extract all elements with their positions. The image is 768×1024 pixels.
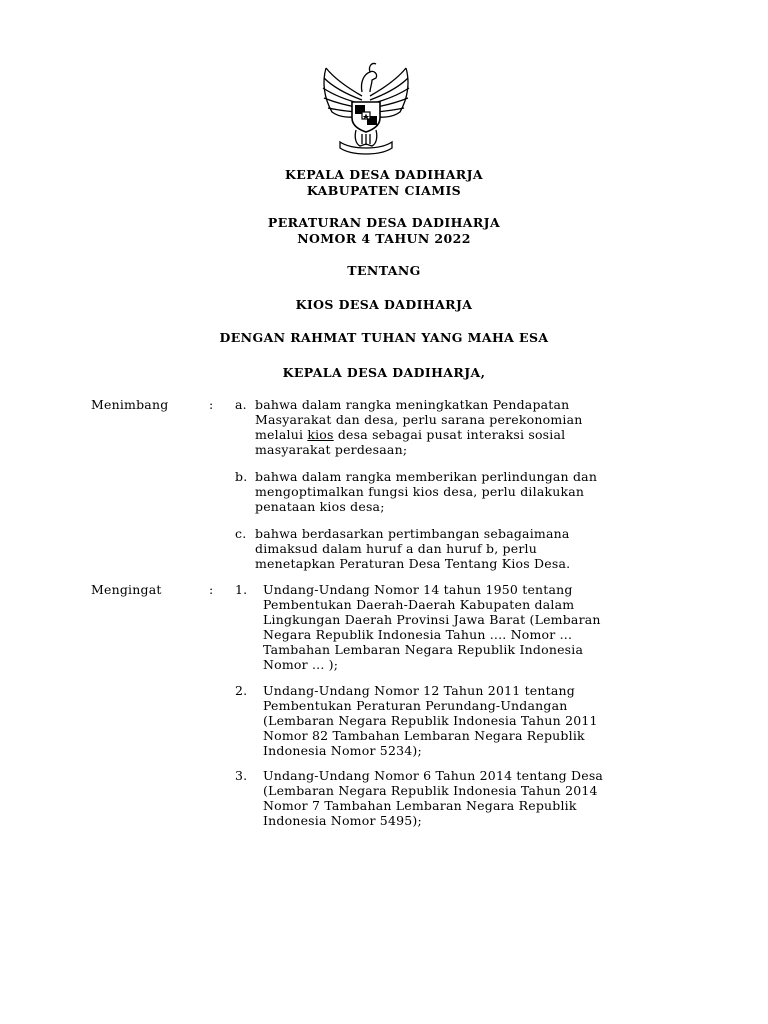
- menimbang-label: Menimbang: [91, 397, 169, 412]
- text-line: mengoptimalkan fungsi kios desa, perlu dilakukan: [255, 484, 585, 499]
- mengingat-label: Mengingat: [91, 582, 162, 597]
- text-line: dimaksud dalam huruf a dan huruf b, perlu: [255, 541, 537, 556]
- text-line: (Lembaran Negara Republik Indonesia Tahun 2011: [263, 713, 598, 728]
- mengingat-colon: :: [209, 582, 214, 597]
- text-line: Lingkungan Daerah Provinsi Jawa Barat (Lembaran: [263, 612, 601, 627]
- authority-heading: KEPALA DESA DADIHARJA,: [282, 365, 486, 380]
- regulation-subject: KIOS DESA DADIHARJA: [295, 297, 473, 312]
- text-line: Nomor 82 Tambahan Lembaran Negara Republik: [263, 728, 585, 743]
- menimbang-colon: :: [209, 397, 214, 412]
- text-line: Masyarakat dan desa, perlu sarana perekonomian: [255, 412, 583, 427]
- reference-1-text: [263, 582, 671, 672]
- reference-3-marker: 3.: [235, 768, 248, 783]
- reference-3-text: [263, 768, 671, 828]
- about-heading: TENTANG: [347, 263, 421, 278]
- regulation-number: NOMOR 4 TAHUN 2022: [297, 231, 471, 246]
- text-line: [255, 427, 671, 442]
- regulation-title: PERATURAN DESA DADIHARJA: [267, 215, 501, 230]
- text-line: Undang-Undang Nomor 12 Tahun 2011 tentang: [263, 683, 575, 698]
- consideration-c-text: [255, 526, 671, 571]
- text-line: Negara Republik Indonesia Tahun .... Nomor ...: [263, 627, 573, 642]
- grace-clause: DENGAN RAHMAT TUHAN YANG MAHA ESA: [219, 330, 549, 345]
- text-line: Pembentukan Peraturan Perundang-Undangan: [263, 698, 568, 713]
- text-line: Nomor 7 Tambahan Lembaran Negara Republik: [263, 798, 577, 813]
- text-line: bahwa dalam rangka memberikan perlindungan dan: [255, 469, 598, 484]
- garuda-emblem-icon: [318, 58, 414, 156]
- text-line: menetapkan Peraturan Desa Tentang Kios Desa.: [255, 556, 571, 571]
- text-line: penataan kios desa;: [255, 499, 385, 514]
- regency-title: KABUPATEN CIAMIS: [306, 183, 462, 198]
- reference-2-marker: 2.: [235, 683, 248, 698]
- underlined-word: kios: [307, 427, 334, 442]
- text-line: Undang-Undang Nomor 6 Tahun 2014 tentang Desa: [263, 768, 604, 783]
- text-line: bahwa dalam rangka meningkatkan Pendapatan: [255, 397, 570, 412]
- text-segment: melalui: [255, 427, 308, 442]
- text-line: bahwa berdasarkan pertimbangan sebagaimana: [255, 526, 570, 541]
- text-line: masyarakat perdesaan;: [255, 442, 408, 457]
- text-line: Indonesia Nomor 5495);: [263, 813, 422, 828]
- issuer-title: KEPALA DESA DADIHARJA: [285, 167, 483, 182]
- text-line: Undang-Undang Nomor 14 tahun 1950 tentang: [263, 582, 573, 597]
- consideration-b-marker: b.: [235, 469, 248, 484]
- reference-1-marker: 1.: [235, 582, 248, 597]
- consideration-c-marker: c.: [235, 526, 247, 541]
- consideration-a-marker: a.: [235, 397, 247, 412]
- text-line: Indonesia Nomor 5234);: [263, 743, 422, 758]
- consideration-a-text: [255, 397, 671, 457]
- text-line: Tambahan Lembaran Negara Republik Indonesia: [263, 642, 584, 657]
- text-segment: desa sebagai pusat interaksi sosial: [333, 427, 566, 442]
- text-line: (Lembaran Negara Republik Indonesia Tahun 2014: [263, 783, 598, 798]
- text-line: Pembentukan Daerah-Daerah Kabupaten dalam: [263, 597, 575, 612]
- text-line: Nomor ... );: [263, 657, 339, 672]
- consideration-b-text: [255, 469, 671, 514]
- reference-2-text: [263, 683, 671, 758]
